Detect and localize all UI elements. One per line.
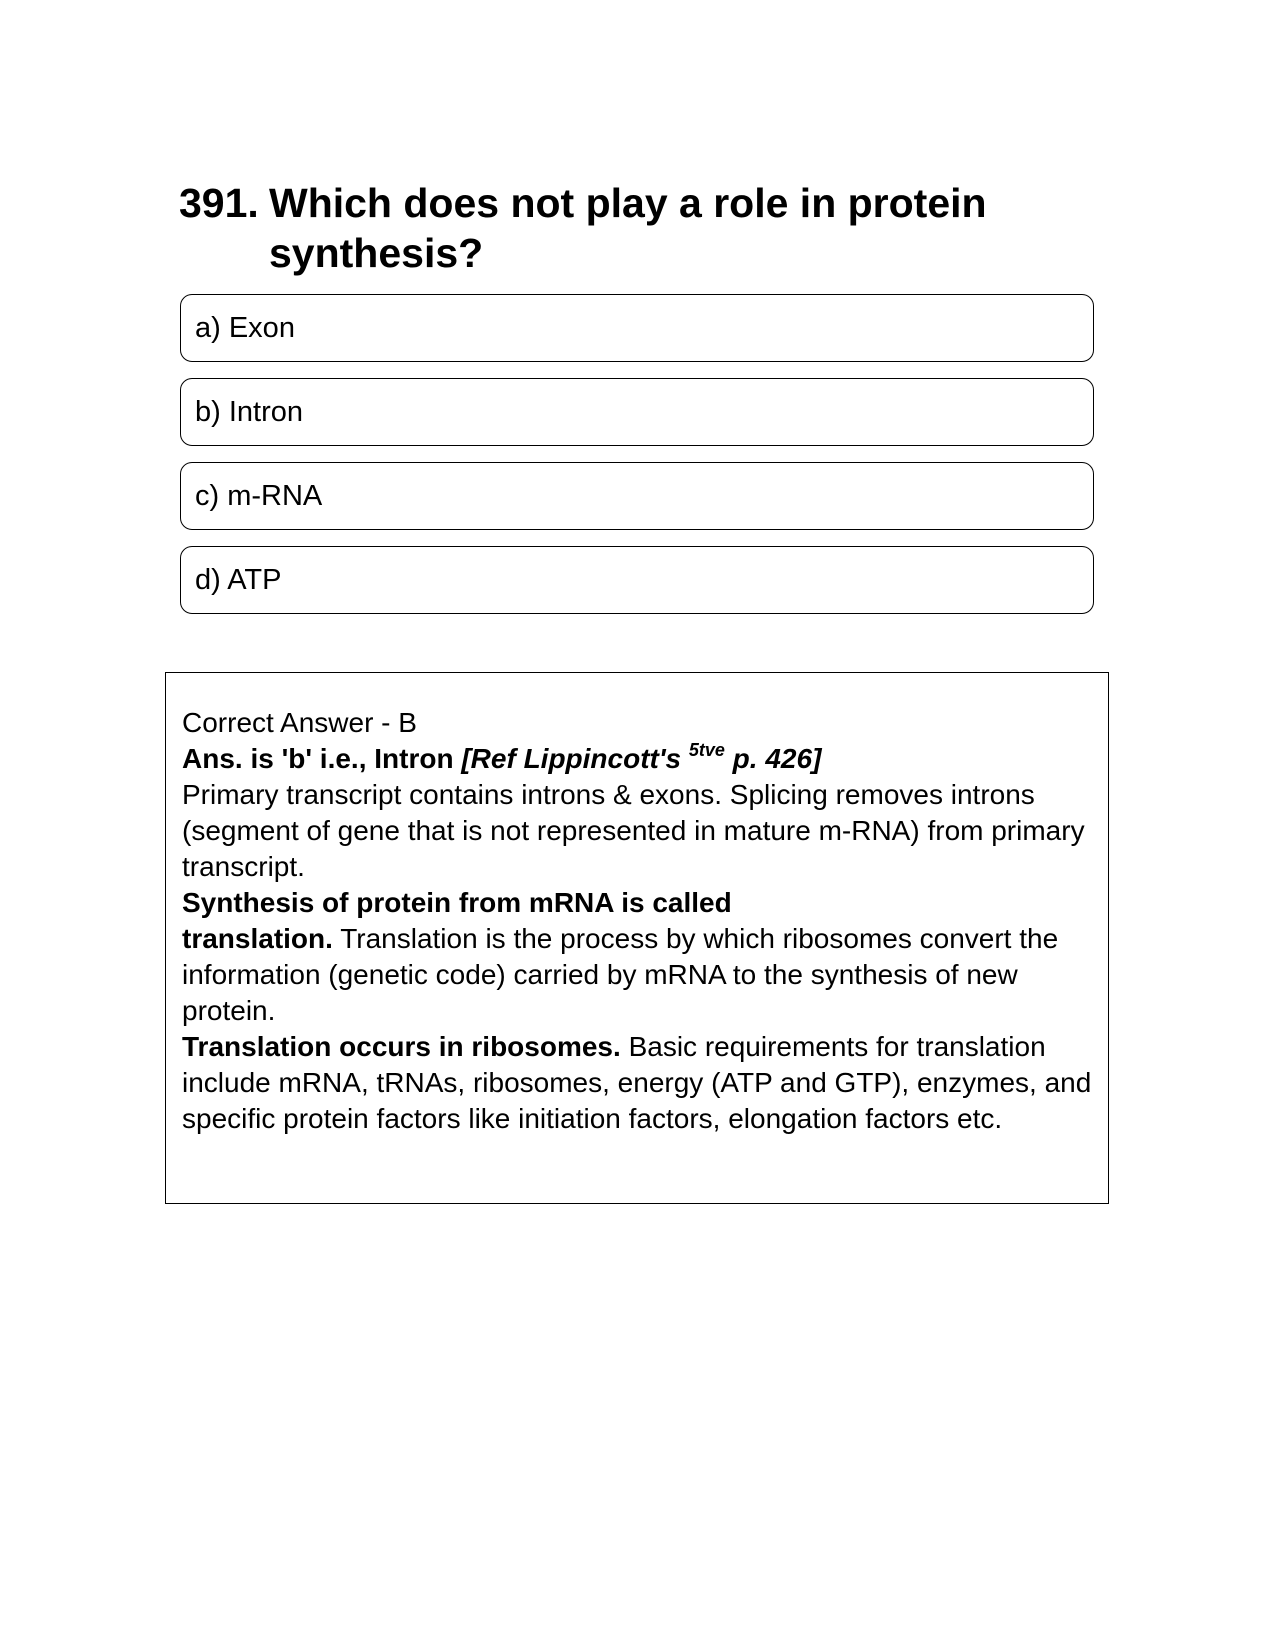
- explanation-paragraph-2: [182, 921, 1092, 1029]
- option-d-label: d) ATP: [195, 563, 282, 596]
- reference-edition: 5tve: [688, 740, 725, 760]
- explanation-paragraph-2-heading: Synthesis of protein from mRNA is called: [182, 887, 732, 918]
- option-b-label: b) Intron: [195, 395, 303, 428]
- question-number: 391.: [179, 180, 259, 226]
- option-b[interactable]: [180, 378, 1094, 446]
- option-c[interactable]: [180, 462, 1094, 530]
- question-heading: [179, 178, 1079, 278]
- reference-start: [Ref Lippincott's: [461, 743, 689, 774]
- question-text: Which does not play a role in protein synthesis?: [269, 180, 987, 276]
- answer-reference-line: [182, 741, 1092, 777]
- answer-statement: Ans. is 'b' i.e., Intron: [182, 743, 462, 774]
- answer-explanation-box: [165, 672, 1109, 1204]
- explanation-paragraph-1: Primary transcript contains introns & exons. Splicing removes introns (segment of gene that is not represented in mature m-RNA) from primary transcript.: [182, 779, 1085, 882]
- translation-term: translation.: [182, 923, 333, 954]
- option-c-label: c) m-RNA: [195, 479, 323, 512]
- reference-end: p. 426]: [724, 743, 822, 774]
- translation-definition: Translation is the process by which ribosomes convert the information (genetic code) carried by mRNA to the synthesis of new protein.: [182, 923, 1059, 1026]
- option-a-label: a) Exon: [195, 311, 295, 344]
- option-d[interactable]: [180, 546, 1094, 614]
- explanation-paragraph-3: [182, 1029, 1092, 1137]
- ribosome-statement: Translation occurs in ribosomes.: [182, 1031, 621, 1062]
- correct-answer-line: Correct Answer - B: [182, 707, 417, 738]
- option-a[interactable]: [180, 294, 1094, 362]
- options-list: [180, 294, 1094, 630]
- translation-requirements: Basic requirements for translation include mRNA, tRNAs, ribosomes, energy (ATP and GTP), enzymes, and specific protein factors like initiation factors, elongation factors etc.: [182, 1031, 1092, 1134]
